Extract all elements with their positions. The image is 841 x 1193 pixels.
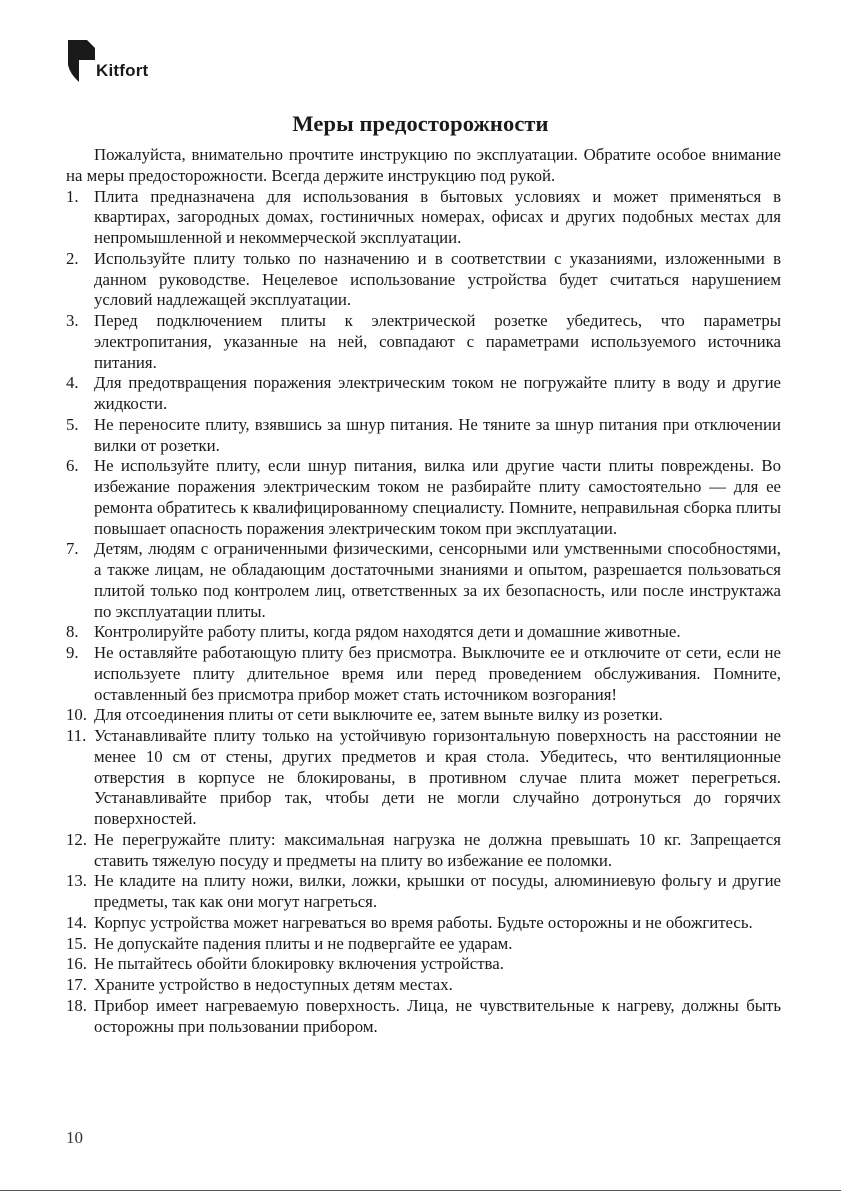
list-item (66, 622, 781, 643)
brand-name: Kitfort (96, 61, 149, 80)
page-title: Меры предосторожности (292, 111, 549, 137)
list-item-number: 11. (66, 726, 87, 745)
list-item (66, 643, 781, 705)
list-item (66, 975, 781, 996)
list-item-number: 2. (66, 248, 79, 268)
list-item-number: 14. (66, 912, 87, 932)
list-item (66, 705, 781, 726)
list-item-text: Плита предназначена для использования в бытовых условиях и может применяться в квартирах, загородных домах, гостиничных номерах, офисах и других подобных местах для непромышленной и некоммерческой эксплуатации. (94, 186, 781, 247)
page-number: 10 (66, 1128, 83, 1147)
list-item-number: 4. (66, 373, 79, 393)
list-item (66, 249, 781, 311)
list-item-text: Не пытайтесь обойти блокировку включения устройства. (94, 954, 504, 974)
list-item-number: 3. (66, 311, 79, 330)
list-item-number: 7. (66, 539, 79, 559)
list-item (66, 187, 781, 249)
list-item-text: Детям, людям с ограниченными физическими, сенсорными или умственными способностями, а также лицам, не обладающим достаточными знаниями и опытом, разрешается пользоваться плитой только под контролем лиц, ответственных за их безопасность, или после инструктажа по эксплуатации плиты. (94, 539, 781, 621)
safety-rules-list (66, 187, 781, 1038)
list-item-text: Не перегружайте плиту: максимальная нагрузка не должна превышать 10 кг. Запрещается ставить тяжелую посуду и предметы на плиту во избежание ее поломки. (94, 829, 781, 870)
list-item-number: 18. (66, 995, 87, 1015)
list-item-number: 8. (66, 622, 79, 642)
list-item (66, 871, 781, 913)
list-item-text: Храните устройство в недоступных детям местах. (94, 975, 453, 994)
intro-paragraph: Пожалуйста, внимательно прочтите инструкцию по эксплуатации. Обратите особое внимание на меры предосторожности. Всегда держите инструкцию под рукой. (66, 145, 781, 185)
list-item-number: 13. (66, 871, 87, 891)
list-item-text: Для предотвращения поражения электрическим током не погружайте плиту в воду и другие жидкости. (94, 373, 781, 413)
list-item-text: Не кладите на плиту ножи, вилки, ложки, крышки от посуды, алюминиевую фольгу и другие предметы, так как они могут нагреться. (94, 871, 781, 911)
list-item-text: Перед подключением плиты к электрической розетке убедитесь, что параметры электропитания, указанные на ней, совпадают с параметрами используемого источника питания. (94, 311, 781, 372)
list-item (66, 830, 781, 872)
kitfort-flag-logo-icon (68, 40, 95, 82)
instructions-body (66, 145, 781, 1037)
list-item (66, 954, 781, 975)
list-item (66, 311, 781, 373)
list-item (66, 726, 781, 830)
list-item-text: Контролируйте работу плиты, когда рядом находятся дети и домашние животные. (94, 622, 681, 642)
brand-logo (68, 40, 148, 82)
list-item-text: Не оставляйте работающую плиту без присмотра. Выключите ее и отключите от сети, если не используете плиту длительное время или перед проведением обслуживания. Помните, оставленный без присмотра прибор может стать источником возгорания! (94, 643, 781, 704)
list-item-text: Не переносите плиту, взявшись за шнур питания. Не тяните за шнур питания при отключении вилки от розетки. (94, 414, 781, 455)
list-item (66, 996, 781, 1038)
list-item (66, 934, 781, 955)
list-item-number: 17. (66, 975, 87, 994)
list-item-number: 12. (66, 829, 87, 849)
list-item-number: 16. (66, 954, 87, 974)
list-item-text: Не используйте плиту, если шнур питания, вилка или другие части плиты повреждены. Во избежание поражения электрическим током не разбирайте плиту самостоятельно — для ее ремонта обратитесь к квалифицированному специалисту. Помните, неправильная сборка плиты повышает опасность поражения электрическим током при эксплуатации. (94, 456, 781, 538)
list-item-text: Для отсоединения плиты от сети выключите ее, затем выньте вилку из розетки. (94, 705, 663, 725)
list-item-number: 10. (66, 705, 87, 725)
list-item-number: 1. (66, 186, 79, 206)
list-item-number: 6. (66, 456, 79, 476)
list-item-text: Используйте плиту только по назначению и в соответствии с указаниями, изложенными в данном руководстве. Нецелевое использование устройства будет считаться нарушением условий надлежащей эксплуатации. (94, 248, 781, 310)
list-item-number: 9. (66, 643, 79, 662)
list-item-text: Прибор имеет нагреваемую поверхность. Лица, не чувствительные к нагреву, должны быть осторожны при пользовании прибором. (94, 995, 781, 1036)
list-item (66, 913, 781, 934)
list-item (66, 539, 781, 622)
list-item-text: Не допускайте падения плиты и не подвергайте ее ударам. (94, 933, 513, 953)
bottom-divider (0, 1190, 841, 1191)
list-item-text: Устанавливайте плиту только на устойчивую горизонтальную поверхность на расстоянии не менее 10 см от стены, других предметов и края стола. Убедитесь, что вентиляционные отверстия в корпусе не блокированы, в противном случае плита может перегреться. Устанавливайте прибор так, чтобы дети не могли случайно дотронуться до горячих поверхностей. (94, 726, 781, 828)
list-item-text: Корпус устройства может нагреваться во время работы. Будьте осторожны и не обожгитесь. (94, 912, 753, 932)
list-item (66, 415, 781, 457)
list-item-number: 15. (66, 933, 87, 953)
list-item (66, 373, 781, 415)
list-item-number: 5. (66, 414, 79, 434)
list-item (66, 456, 781, 539)
